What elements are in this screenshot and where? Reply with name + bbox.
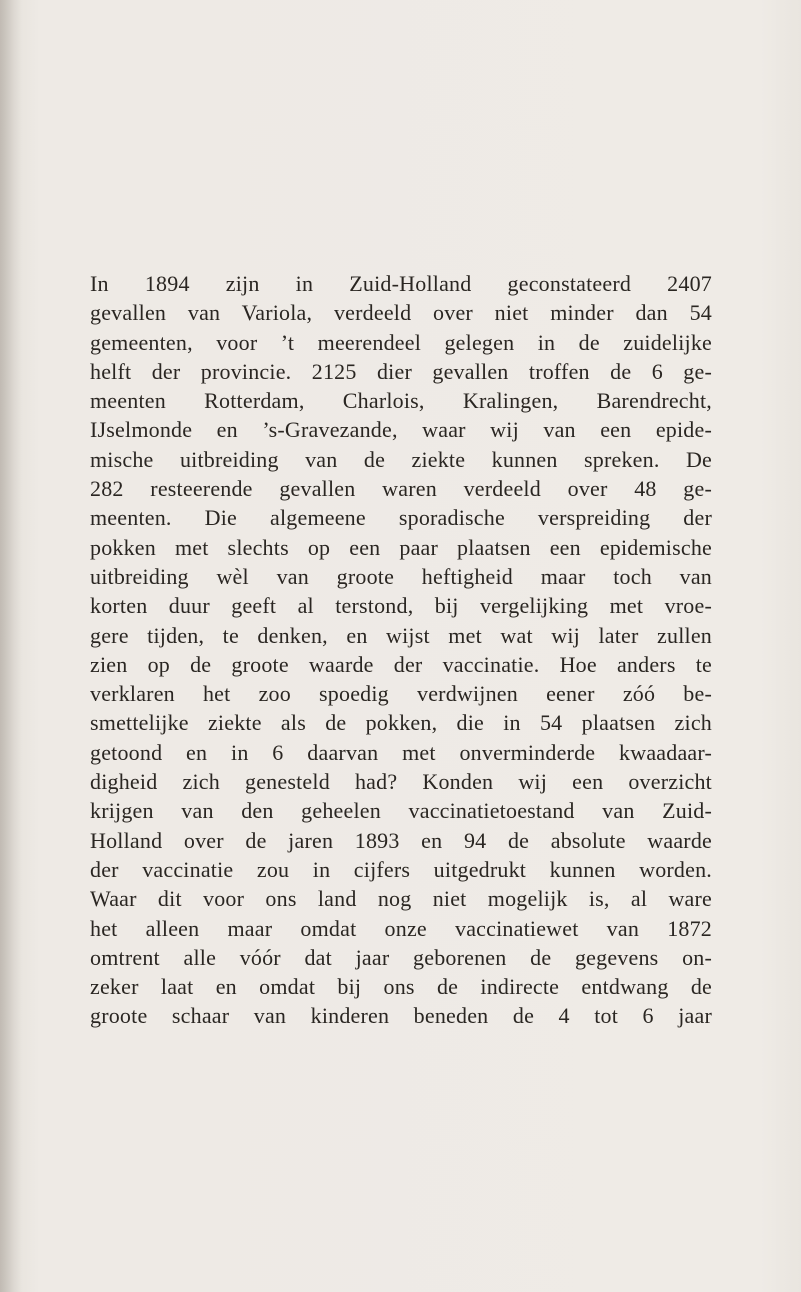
text-line: korten duur geeft al terstond, bij vergelijking met vroe- <box>90 593 712 619</box>
text-line: meenten Rotterdam, Charlois, Kralingen, Barendrecht, <box>90 388 712 414</box>
text-line: helft der provincie. 2125 dier gevallen troffen de 6 ge- <box>90 358 712 384</box>
text-line: der vaccinatie zou in cijfers uitgedrukt kunnen worden. <box>90 856 712 882</box>
text-line: verklaren het zoo spoedig verdwijnen eener zóó be- <box>90 681 712 707</box>
text-line: In 1894 zijn in Zuid-Holland geconstateerd 2407 <box>90 271 712 296</box>
text-line: Waar dit voor ons land nog niet mogelijk is, al ware <box>90 886 712 912</box>
text-line: getoond en in 6 daarvan met onverminderde kwaadaar- <box>90 739 712 765</box>
text-line: het alleen maar omdat onze vaccinatiewet van 1872 <box>90 915 712 941</box>
text-line: smettelijke ziekte als de pokken, die in 54 plaatsen zich <box>90 710 712 736</box>
text-line: krijgen van den geheelen vaccinatietoestand van Zuid- <box>90 798 712 824</box>
text-line: uitbreiding wèl van groote heftigheid maar toch van <box>90 563 712 589</box>
text-line: 282 resteerende gevallen waren verdeeld over 48 ge- <box>90 476 712 502</box>
text-line: groote schaar van kinderen beneden de 4 tot 6 jaar <box>90 1003 712 1029</box>
text-line: IJselmonde en ’s-Gravezande, waar wij van een epide- <box>90 417 712 443</box>
text-line: gevallen van Variola, verdeeld over niet minder dan 54 <box>90 300 712 326</box>
text-line: gere tijden, te denken, en wijst met wat wij later zullen <box>90 622 712 648</box>
text-line: Holland over de jaren 1893 en 94 de absolute waarde <box>90 827 712 853</box>
text-line: pokken met slechts op een paar plaatsen een epidemische <box>90 534 712 560</box>
text-line: zien op de groote waarde der vaccinatie. Hoe anders te <box>90 651 712 677</box>
body-paragraph <box>90 269 712 1031</box>
text-line: zeker laat en omdat bij ons de indirecte entdwang de <box>90 974 712 1000</box>
text-line: meenten. Die algemeene sporadische verspreiding der <box>90 505 712 531</box>
text-line: digheid zich genesteld had? Konden wij een overzicht <box>90 769 712 795</box>
page-edge-shadow <box>0 0 22 1292</box>
text-line: omtrent alle vóór dat jaar geborenen de gegevens on- <box>90 944 712 970</box>
text-line: mische uitbreiding van de ziekte kunnen spreken. De <box>90 446 712 472</box>
text-line: gemeenten, voor ’t meerendeel gelegen in de zuidelijke <box>90 329 712 355</box>
